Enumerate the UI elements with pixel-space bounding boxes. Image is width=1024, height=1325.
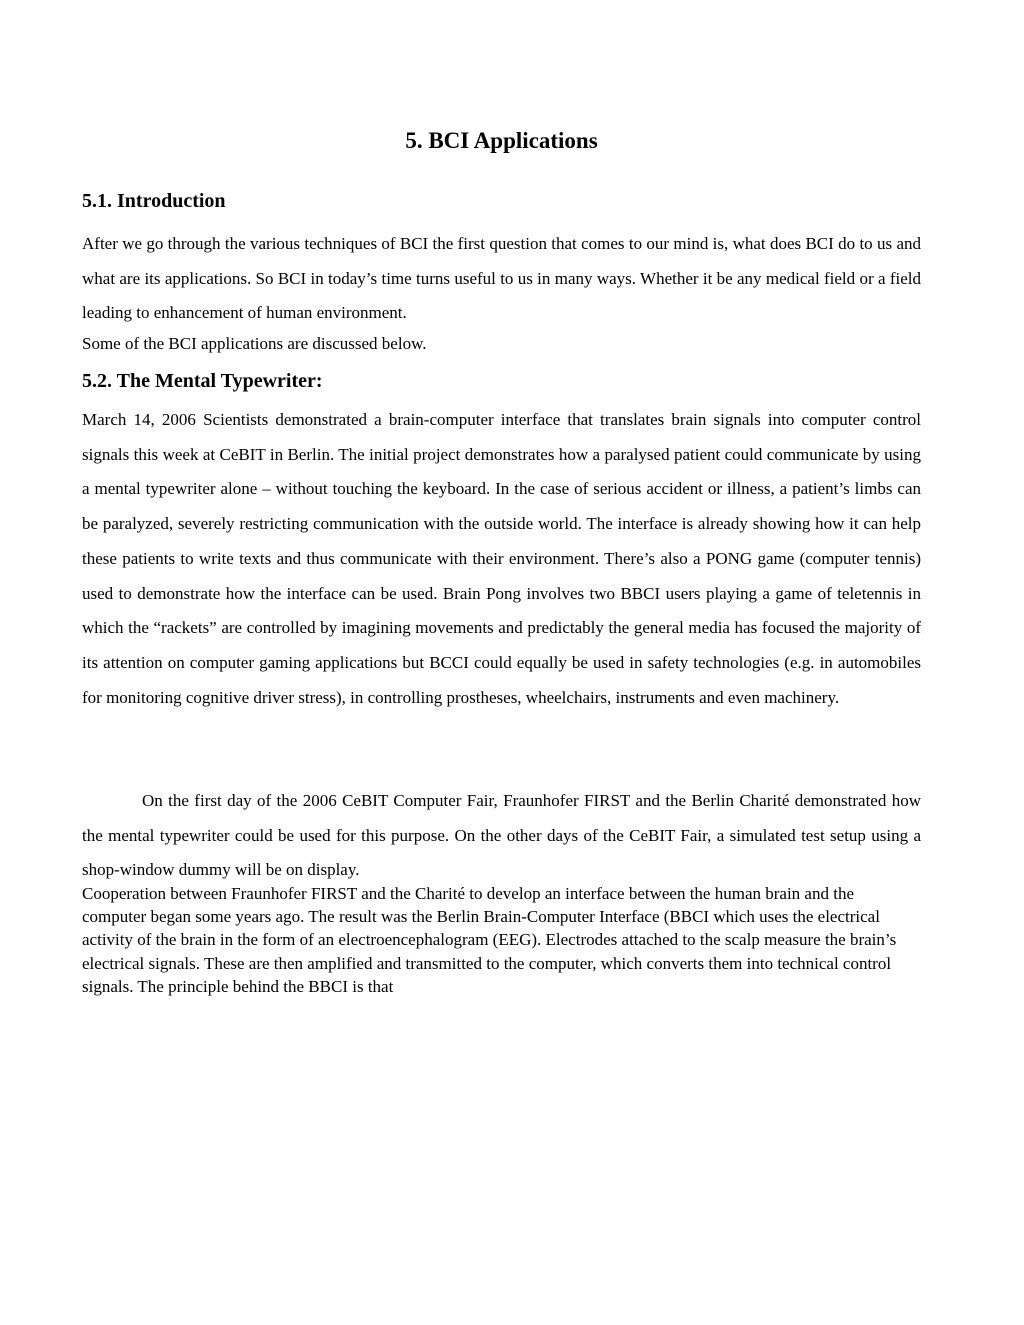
introduction-paragraph: After we go through the various techniques of BCI the first question that comes to our mind is, what does BCI do to us and what are its applications. So BCI in today’s time turns useful to us in many ways. Whether it be any medical field or a field leading to enhancement of human environment. [82,234,921,322]
typewriter-paragraph-1: March 14, 2006 Scientists demonstrated a brain-computer interface that translates brain signals into computer control signals this week at CeBIT in Berlin. The initial project demonstrates how a paralysed patient could communicate by using a mental typewriter alone – without touching the keyboard. In the case of serious accident or illness, a patient’s limbs can be paralyzed, severely restricting communication with the outside world. The interface is already showing how it can help these patients to write texts and thus communicate with their environment. There’s also a PONG game (computer tennis) used to demonstrate how the interface can be used. Brain Pong involves two BBCI users playing a game of teletennis in which the “rackets” are controlled by imagining movements and predictably the general media has focused the majority of its attention on computer gaming applications but BCCI could equally be used in safety technologies (e.g. in automobiles for monitoring cognitive driver stress), in controlling prostheses, wheelchairs, instruments and even machinery. [82,410,921,707]
typewriter-paragraph-3: Cooperation between Fraunhofer FIRST and the Charité to develop an interface between the human brain and the computer began some years ago. The result was the Berlin Brain-Computer Interface (BBCI which uses the electrical activity of the brain in the form of an electroencephalogram (EEG). Electrodes attached to the scalp measure the brain’s electrical signals. These are then amplified and transmitted to the computer, which converts them into technical control signals. The principle behind the BBCI is that [82,884,897,996]
section-heading-introduction: 5.1. Introduction [82,190,226,212]
section-heading-mental-typewriter: 5.2. The Mental Typewriter: [82,370,323,392]
typewriter-paragraph-2: On the first day of the 2006 CeBIT Computer Fair, Fraunhofer FIRST and the Berlin Charité demonstrated how the mental typewriter could be used for this purpose. On the other days of the CeBIT Fair, a simulated test setup using a shop-window dummy will be on display. [82,791,921,879]
chapter-title: 5. BCI Applications [405,128,598,153]
introduction-note: Some of the BCI applications are discussed below. [82,334,427,353]
